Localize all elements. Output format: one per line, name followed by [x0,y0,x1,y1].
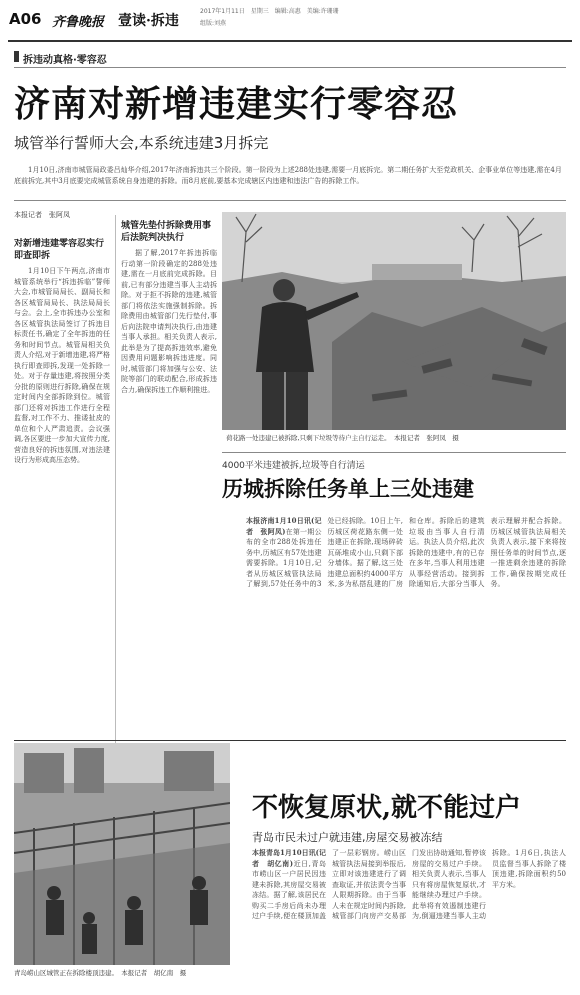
demolition-rubble-image [222,212,566,430]
bottom-photo [14,743,230,965]
subheading-a: 对新增违建零容忍实行即查即拆 [14,239,105,261]
lead-body-a: 1月10日下午两点,济南市城管系统举行“拆违拆临”誓师大会,市城管局局长、副局长和各区城管局局长、执法局局长与会。会上,全市拆违办公室和各区城管执法局签订了拆违目标责任书,确定了全年拆违的任务和时间节点。城管局相关负责人介绍,对于新增违建,将严格执行即查即拆,发现一处拆除一处。对于存量违建,将按照分类分批的原则进行拆除,确保在规定时间内全部拆除到位。城管部门还将对拆违工作进行全程监督,对工作不力、推诿扯皮的单位和个人严肃追责。会议强调,各区要进一步加大宣传力度,营造良好的拆违氛围,对违法建设行为形成高压态势。 [14,267,110,464]
page-meta: 2017年1月11日 星期三 编辑:高惠 美编:许珊珊 组版:刘燕 [200,8,345,27]
bottom-photo-caption: 青岛崂山区城管正在拆除楼顶违建。 本报记者 胡亿南 摄 [14,969,187,977]
lead-subhead: 城管举行誓师大会,本系统违建3月拆完 [14,134,269,152]
lead-byline: 本报记者 张阿凤 [14,211,70,219]
third-body-text: 近日,青岛市崂山区一户居民因违建未拆除,其房屋交易被冻结。据了解,该居民在购买二手房后尚未办理过户手续,便在楼顶加盖了一层彩钢房。崂山区城管执法局接到举报后,立即对该违建进行了调查取证,并依法责令当事人限期拆除。由于当事人未在规定时间内拆除,城管部门向房产交易部门发出协助通知,暂停该房屋的交易过户手续。相关负责人表示,当事人只有将房屋恢复原状,才能继续办理过户手续。此举将有效遏制违建行为,倒逼违建当事人主动拆除。1月6日,执法人员监督当事人拆除了楼顶违建,拆除面积约50平方米。 [252,849,566,920]
page-number: A06 [9,10,42,28]
section-name: 壹读·拆违 [118,13,179,29]
third-subhead: 青岛市民未过户就违建,房屋交易被冻结 [252,831,443,844]
second-kicker: 4000平米违建被拆,垃圾等自行清运 [222,461,365,471]
masthead-rule [8,40,572,42]
third-byline: 本报青岛1月10日讯(记者 胡亿南) [252,848,326,868]
topic-rule [14,67,566,68]
bottom-story-rule [14,740,566,741]
lead-summary-rule [14,200,566,201]
paper-logo: 齐鲁晚报 [52,15,105,30]
lead-photo [222,212,566,430]
topic-marker [14,51,19,62]
second-byline: 本报济南1月10日讯(记者 张阿凤) [246,516,322,536]
second-body [246,516,566,706]
lead-summary: 1月10日,济南市城管局政委吕灿华介绍,2017年济南拆违共三个阶段。第一阶段为上述288处违建,需要一月底拆完。第二期任务扩大至党政机关、企事业单位等违建,需在4月底前拆完,其中3月底要完成城管系统自身违建的拆除。而8月底前,要基本完成辖区内违建和违法广告的拆除工作。 [14,166,562,185]
second-body-text: 在第一期公布的全市288处拆违任务中,历城区有57处违建需要拆除。1月10日,记者从历城区城管执法局了解到,57处任务中的3处已经拆除。10日上午,历城区荷花路东侧一处违建正在拆除,现场碎砖瓦砾堆成小山,只剩下部分墙体。据了解,这三处违建总面积约4000平方米,多为私搭乱建的厂房和仓库。拆除后的建筑垃圾由当事人自行清运。执法人员介绍,此次拆除的违建中,有的已存在多年,当事人利用违建从事经营活动。接到拆除通知后,大部分当事人表示理解并配合拆除。历城区城管执法局相关负责人表示,接下来将按照任务单的时间节点,逐一推进剩余违建的拆除工作,确保按期完成任务。 [246,517,566,588]
lead-photo-caption: 荷花路一处违建已被拆除,只剩下垃圾等待户主自行运走。 本报记者 张阿凤 摄 [226,434,459,442]
second-story-rule [222,452,566,453]
third-headline: 不恢复原状,就不能过户 [252,793,522,823]
lead-body-b: 据了解,2017年拆违拆临行动第一阶段确定的288处违建,需在一月底前完成拆除。目前,已有部分违建当事人主动拆除。对于拒不拆除的违建,城管部门将依法实施强制拆除。拆除费用由城管部门先行垫付,事后向法院申请判决执行,由违建当事人承担。相关负责人表示,此举是为了提高拆违效率,避免因费用问题影响拆违进度。同时,城管部门将加强与公安、法院等部门的联动配合,形成拆违合力,确保拆违工作顺利推进。 [121,249,217,394]
subheading-b: 城管先垫付拆除费用事后法院判决执行 [121,221,212,243]
second-headline: 历城拆除任务单上三处违建 [222,476,474,501]
lead-headline: 济南对新增违建实行零容忍 [14,83,459,125]
rooftop-demolition-image [14,743,230,965]
third-body [252,848,566,964]
topic-label: 拆违动真格·零容忍 [23,55,107,66]
